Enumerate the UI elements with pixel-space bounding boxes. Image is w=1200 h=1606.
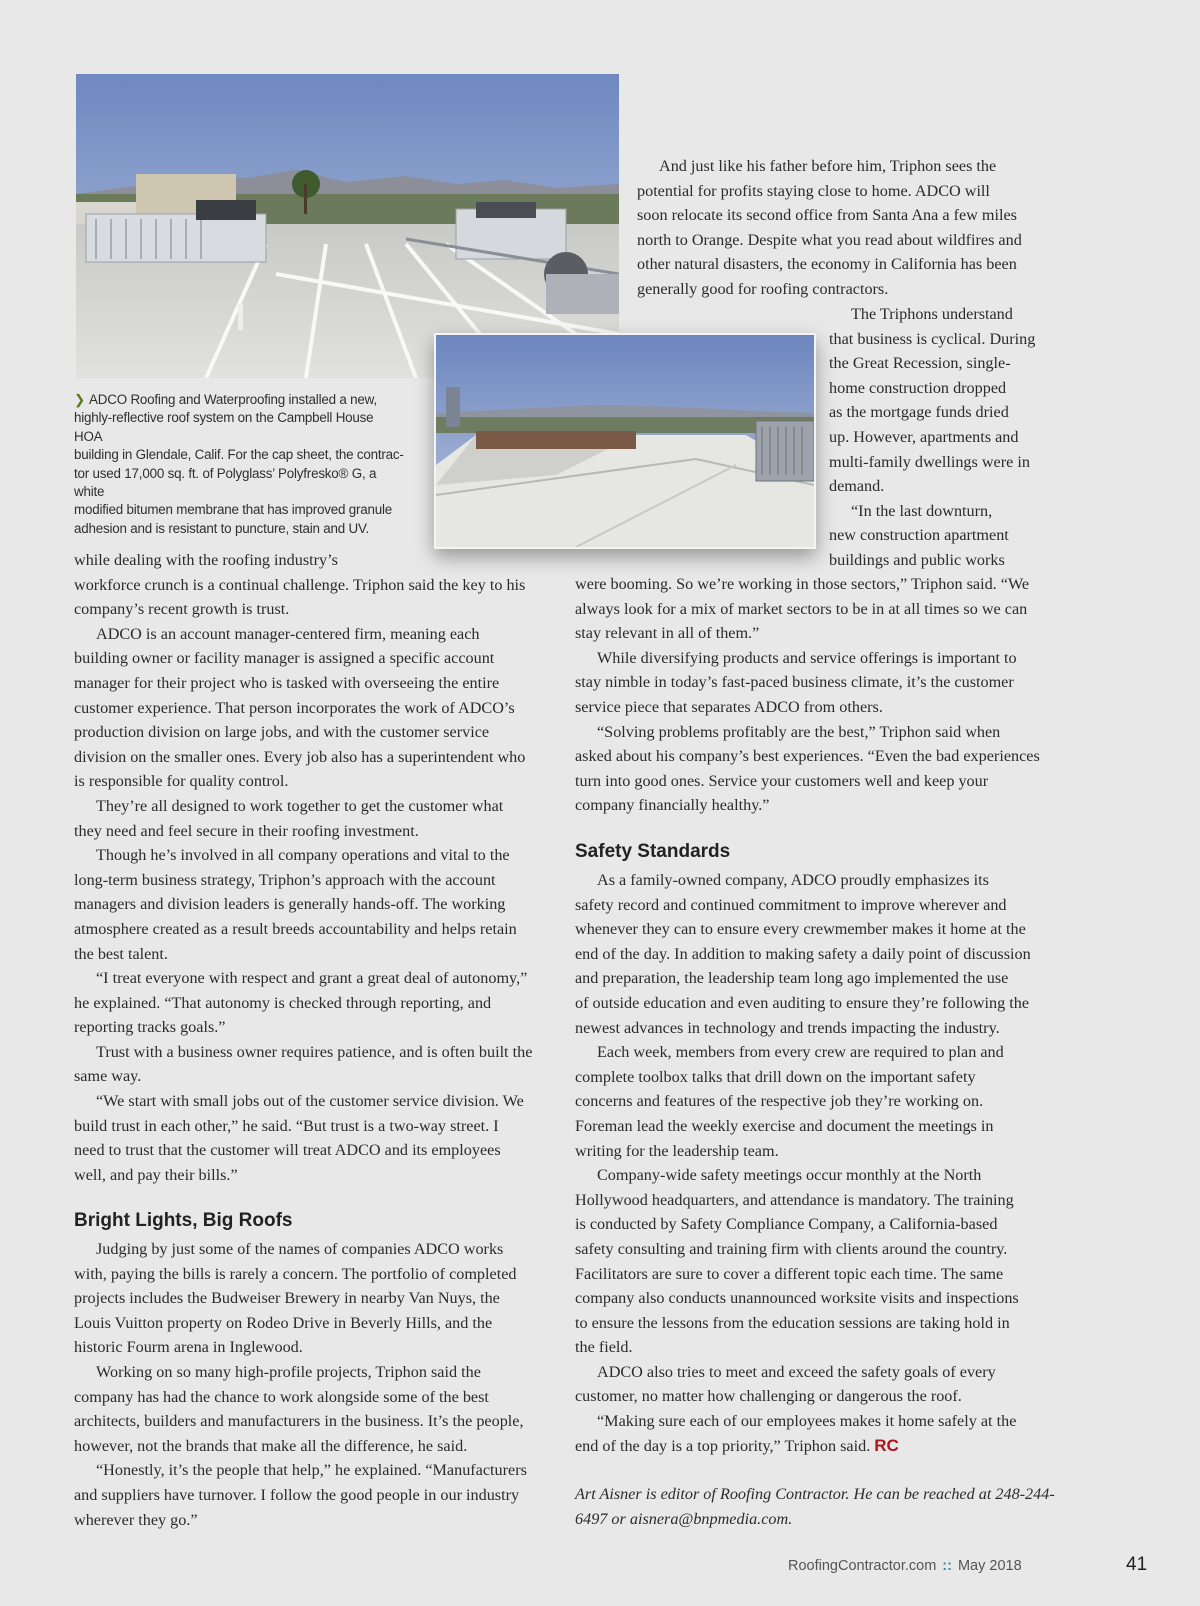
text-line: service piece that separates ADCO from others. <box>575 697 883 716</box>
text-line: new construction apartment <box>829 526 1009 545</box>
footer-issue: May 2018 <box>957 1558 1022 1574</box>
text-line: “Solving problems profitably are the best,” Triphon said when <box>597 722 1001 741</box>
text-line: reporting tracks goals.” <box>74 1018 226 1037</box>
text-line: end of the day. In addition to making safety a daily point of discussion <box>575 944 1031 963</box>
text-line: same way. <box>74 1067 142 1086</box>
caption-line: ADCO Roofing and Waterproofing installed a new, <box>89 392 377 407</box>
text-line: and suppliers have turnover. I follow the good people in our industry <box>74 1485 520 1504</box>
photo-caption <box>74 391 404 538</box>
bio-line: 6497 or aisnera@bnpmedia.com. <box>575 1509 793 1528</box>
author-bio <box>575 1482 1055 1531</box>
text-line: asked about his company’s best experiences. “Even the bad experiences <box>575 747 1040 766</box>
text-line: north to Orange. Despite what you read about wildfires and <box>637 230 1022 249</box>
caption-line: adhesion and is resistant to puncture, stain and UV. <box>74 520 370 536</box>
text-line: Though he’s involved in all company operations and vital to the <box>96 846 510 865</box>
text-line: architects, builders and manufacturers in the business. It’s the people, <box>74 1412 524 1431</box>
text-line: that business is cyclical. During <box>829 329 1036 348</box>
text-line: manager for their project who is tasked with overseeing the entire <box>74 673 500 692</box>
text-line: “We start with small jobs out of the customer service division. We <box>96 1092 524 1111</box>
text-line: customer, no matter how challenging or dangerous the roof. <box>575 1387 962 1406</box>
text-line: complete toolbox talks that drill down on the important safety <box>575 1067 976 1086</box>
page-footer <box>0 1556 1200 1586</box>
left-column-text <box>74 548 564 1187</box>
text-line: Working on so many high-profile projects, Triphon said the <box>96 1362 481 1381</box>
text-line: the best talent. <box>74 944 168 963</box>
text-line: potential for profits staying close to home. ADCO will <box>637 181 990 200</box>
footer-publication <box>788 1558 1022 1574</box>
text-line: projects includes the Budweiser Brewery in nearby Van Nuys, the <box>74 1289 500 1308</box>
text-line: long-term business strategy, Triphon’s approach with the account <box>74 870 496 889</box>
text-line: “Honestly, it’s the people that help,” he explained. “Manufacturers <box>96 1461 527 1480</box>
text-line: were booming. So we’re working in those sectors,” Triphon said. “We <box>575 575 1030 593</box>
text-line: Hollywood headquarters, and attendance is mandatory. The training <box>575 1190 1014 1209</box>
text-line: company’s recent growth is trust. <box>74 600 290 619</box>
text-line: workforce crunch is a continual challenge. Triphon said the key to his <box>74 575 526 594</box>
text-line: of outside education and even auditing to ensure they’re following the <box>575 993 1030 1012</box>
text-line: managers and division leaders is generally hands-off. The working <box>74 895 506 914</box>
text-line: he explained. “That autonomy is checked through reporting, and <box>74 993 492 1012</box>
text-line: Each week, members from every crew are required to plan and <box>597 1043 1004 1062</box>
left-column-text-2 <box>74 1237 564 1532</box>
footer-site: RoofingContractor.com <box>788 1558 937 1574</box>
bio-line: Art Aisner is editor of Roofing Contractor. He can be reached at 248-244- <box>575 1485 1055 1503</box>
caption-line: building in Glendale, Calif. For the cap sheet, the contrac- <box>74 447 404 463</box>
caption-line: highly-reflective roof system on the Campbell House HOA <box>74 410 374 444</box>
text-line: company financially healthy.” <box>575 796 770 815</box>
text-line: and preparation, the leadership team long ago implemented the use <box>575 969 1009 988</box>
caption-line: modified bitumen membrane that has improved granule <box>74 502 393 518</box>
text-line: division on the smaller ones. Every job also has a superintendent who <box>74 747 526 766</box>
text-line: soon relocate its second office from Santa Ana a few miles <box>637 206 1017 225</box>
text-line: safety consulting and training firm with clients around the country. <box>575 1239 1008 1258</box>
rc-end-mark: RC <box>874 1435 899 1455</box>
text-line: While diversifying products and service offerings is important to <box>597 648 1017 667</box>
text-line: ADCO is an account manager-centered firm, meaning each <box>96 624 480 643</box>
text-line: build trust in each other,” he said. “But trust is a two-way street. I <box>74 1116 499 1135</box>
text-line: need to trust that the customer will treat ADCO and its employees <box>74 1141 501 1160</box>
right-top-paragraph <box>637 154 1077 302</box>
text-line: is responsible for quality control. <box>74 772 289 791</box>
text-line: “I treat everyone with respect and grant a great deal of autonomy,” <box>96 969 528 988</box>
text-line: as the mortgage funds dried <box>829 403 1009 422</box>
text-line: atmosphere created as a result breeds accountability and helps retain <box>74 919 517 938</box>
chevron-right-icon: ❯ <box>74 392 86 407</box>
text-line: generally good for roofing contractors. <box>637 279 889 298</box>
text-line: to ensure the lessons from the education sessions are taking hold in <box>575 1313 1010 1332</box>
right-column-text <box>575 572 1065 818</box>
text-line: always look for a mix of market sectors to be in at all times so we can <box>575 599 1028 618</box>
rooftop-photo-small <box>434 333 816 549</box>
text-line: concerns and features of the respective job they’re working on. <box>575 1092 984 1111</box>
text-line: turn into good ones. Service your customers well and keep your <box>575 771 989 790</box>
text-line: other natural disasters, the economy in California has been <box>637 255 1017 274</box>
text-line: “Making sure each of our employees makes it home safely at the <box>597 1412 1017 1431</box>
text-line: while dealing with the roofing industry’s <box>74 551 338 569</box>
text-line: stay relevant in all of them.” <box>575 624 760 643</box>
text-line: They’re all designed to work together to get the customer what <box>96 796 504 815</box>
text-line: Foreman lead the weekly exercise and document the meetings in <box>575 1116 994 1135</box>
section-heading-bright-lights: Bright Lights, Big Roofs <box>74 1210 293 1231</box>
narrow-text-column <box>829 302 1059 573</box>
text-line: writing for the leadership team. <box>575 1141 779 1160</box>
text-line: the Great Recession, single- <box>829 354 1011 373</box>
text-line: wherever they go.” <box>74 1510 198 1529</box>
text-line: company has had the chance to work alongside some of the best <box>74 1387 489 1406</box>
text-line: Louis Vuitton property on Rodeo Drive in Beverly Hills, and the <box>74 1313 493 1332</box>
text-line: up. However, apartments and <box>829 427 1019 446</box>
text-line: Facilitators are sure to cover a different topic each time. The same <box>575 1264 1004 1283</box>
text-line: safety record and continued commitment to improve wherever and <box>575 895 1007 914</box>
text-line: however, not the brands that make all the difference, he said. <box>74 1436 468 1455</box>
text-line: with, paying the bills is rarely a concern. The portfolio of completed <box>74 1264 517 1283</box>
text-line: the field. <box>575 1338 633 1357</box>
text-line: Company-wide safety meetings occur monthly at the North <box>597 1166 982 1185</box>
text-line: home construction dropped <box>829 378 1007 397</box>
text-line: end of the day is a top priority,” Triphon said. <box>575 1436 871 1455</box>
text-line: whenever they can to ensure every crewmember makes it home at the <box>575 920 1026 939</box>
right-column-text-2 <box>575 868 1065 1458</box>
text-line: buildings and public works <box>829 550 1005 569</box>
section-heading-safety: Safety Standards <box>575 841 731 862</box>
text-line: company also conducts unannounced worksite visits and inspections <box>575 1289 1019 1308</box>
text-line: And just like his father before him, Triphon sees the <box>659 157 997 175</box>
text-line: building owner or facility manager is assigned a specific account <box>74 649 495 668</box>
page-number: 41 <box>1126 1554 1148 1575</box>
text-line: newest advances in technology and trends impacting the industry. <box>575 1018 1000 1037</box>
text-line: production division on large jobs, and with the customer service <box>74 723 490 742</box>
text-line: ADCO also tries to meet and exceed the safety goals of every <box>597 1362 996 1381</box>
text-line: historic Fourm arena in Inglewood. <box>74 1338 303 1357</box>
text-line: Judging by just some of the names of companies ADCO works <box>96 1240 504 1258</box>
footer-separator: :: <box>942 1558 952 1574</box>
text-line: multi-family dwellings were in <box>829 452 1030 471</box>
text-line: they need and feel secure in their roofing investment. <box>74 821 419 840</box>
text-line: As a family-owned company, ADCO proudly emphasizes its <box>597 871 989 889</box>
text-line: stay nimble in today’s fast-paced business climate, it’s the customer <box>575 673 1014 692</box>
text-line: demand. <box>829 477 885 496</box>
text-line: The Triphons understand <box>851 305 1013 323</box>
text-line: well, and pay their bills.” <box>74 1165 238 1184</box>
text-line: customer experience. That person incorporates the work of ADCO’s <box>74 698 515 717</box>
text-line: is conducted by Safety Compliance Company, a California-based <box>575 1215 998 1234</box>
text-line: Trust with a business owner requires patience, and is often built the <box>96 1042 533 1061</box>
caption-line: tor used 17,000 sq. ft. of Polyglass’ Polyfresko® G, a white <box>74 465 377 500</box>
text-line: “In the last downturn, <box>851 501 993 520</box>
